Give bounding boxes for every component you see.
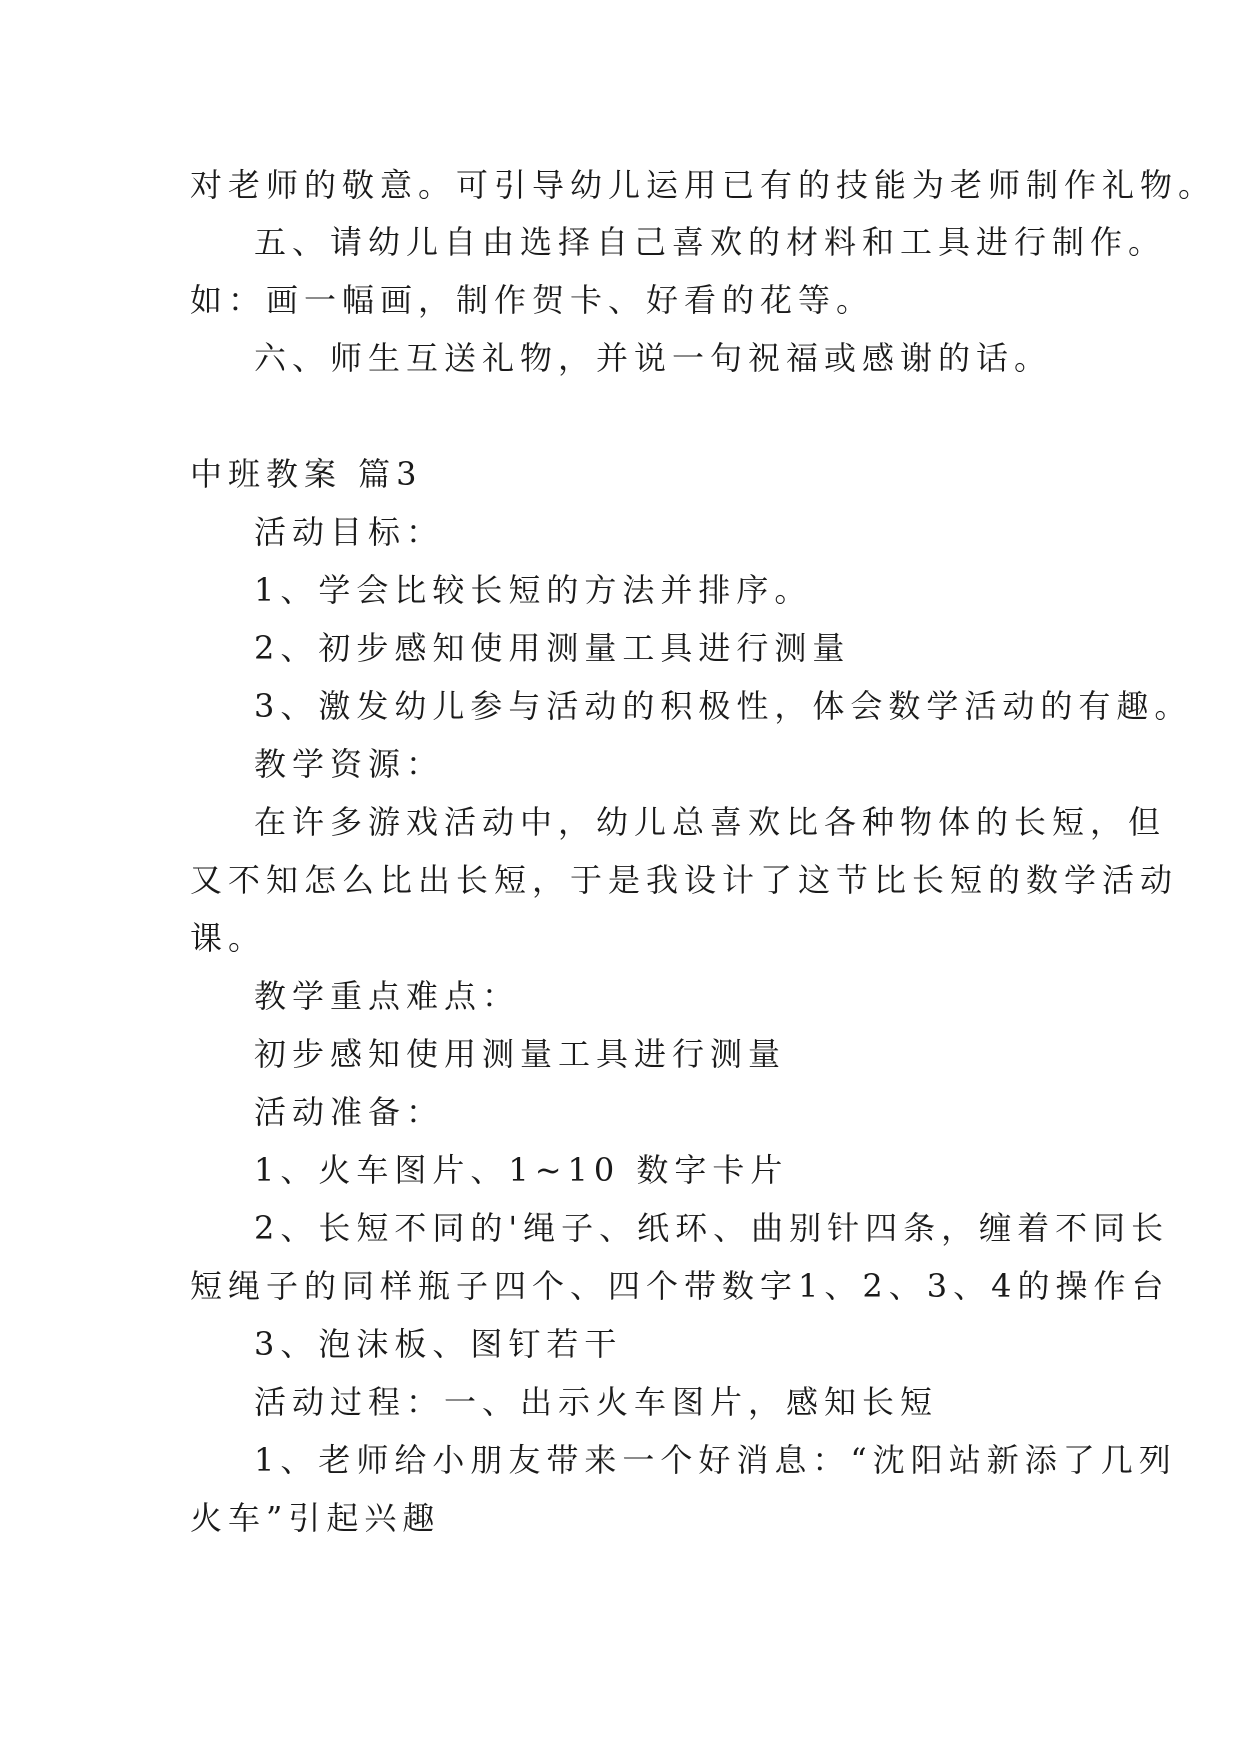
paragraph-line: 短绳子的同样瓶子四个、四个带数字1、2、3、4的操作台 xyxy=(190,1267,1170,1305)
paragraph-line: 1、老师给小朋友带来一个好消息：“沈阳站新添了几列 xyxy=(254,1441,1177,1479)
paragraph-line: 初步感知使用测量工具进行测量 xyxy=(254,1035,787,1073)
paragraph-line: 火车”引起兴趣 xyxy=(190,1499,441,1537)
paragraph-line: 活动准备： xyxy=(254,1093,445,1131)
paragraph-line: 1、火车图片、1~10 数字卡片 xyxy=(254,1151,789,1189)
paragraph-line: 教学资源： xyxy=(254,745,445,783)
paragraph-line: 1、学会比较长短的方法并排序。 xyxy=(254,571,813,609)
paragraph-line: 如：画一幅画，制作贺卡、好看的花等。 xyxy=(190,281,875,319)
paragraph-line: 对老师的敬意。可引导幼儿运用已有的技能为老师制作礼物。 xyxy=(190,166,1217,204)
paragraph-line: 3、泡沫板、图钉若干 xyxy=(254,1325,623,1363)
paragraph-line: 六、师生互送礼物，并说一句祝福或感谢的话。 xyxy=(254,339,1053,377)
paragraph-line: 2、长短不同的'绳子、纸环、曲别针四条，缠着不同长 xyxy=(254,1209,1170,1247)
paragraph-line: 教学重点难点： xyxy=(254,977,521,1015)
paragraph-line: 课。 xyxy=(190,919,267,957)
paragraph-line: 在许多游戏活动中，幼儿总喜欢比各种物体的长短，但 xyxy=(254,803,1167,841)
paragraph-line: 五、请幼儿自由选择自己喜欢的材料和工具进行制作。 xyxy=(254,223,1167,261)
section-heading: 中班教案 篇3 xyxy=(190,455,423,493)
paragraph-line: 活动目标： xyxy=(254,513,445,551)
paragraph-line: 又不知怎么比出长短，于是我设计了这节比长短的数学活动 xyxy=(190,861,1179,899)
paragraph-line: 活动过程：一、出示火车图片，感知长短 xyxy=(254,1383,939,1421)
paragraph-line: 3、激发幼儿参与活动的积极性，体会数学活动的有趣。 xyxy=(254,687,1193,725)
paragraph-line: 2、初步感知使用测量工具进行测量 xyxy=(254,629,851,667)
